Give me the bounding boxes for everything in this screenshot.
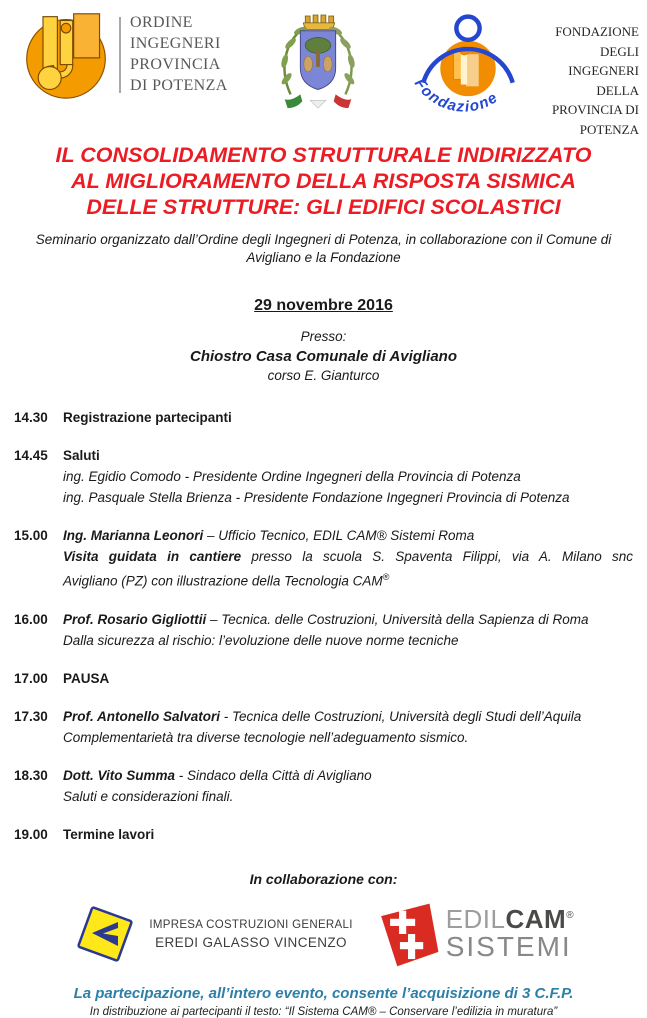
title-line-3: DELLE STRUTTURE: GLI EDIFICI SCOLASTICI (86, 195, 561, 219)
schedule-item (14, 609, 633, 651)
schedule-title: PAUSA (63, 670, 110, 686)
edilcam-logo (375, 900, 574, 968)
schedule-time: 17.00 (14, 670, 48, 686)
galasso-logo-icon (73, 902, 137, 966)
ordine-line: ORDINE (130, 14, 193, 32)
fondazione-line: POTENZA (579, 121, 639, 137)
schedule (0, 407, 647, 845)
schedule-title: Registrazione partecipanti (63, 410, 232, 425)
detail-lead: Visita guidata in cantiere (63, 549, 242, 564)
ordine-logo-icon (20, 8, 112, 102)
event-info (0, 297, 647, 383)
schedule-item (14, 706, 633, 748)
seminar-title (0, 142, 647, 220)
ordine-line: DI POTENZA (130, 76, 228, 94)
event-date: 29 novembre 2016 (254, 297, 393, 314)
edilcam-sistemi: SISTEMI (445, 930, 572, 962)
schedule-time: 19.00 (14, 826, 48, 842)
schedule-time: 17.30 (14, 708, 48, 724)
schedule-time: 14.30 (14, 410, 48, 425)
schedule-item (14, 407, 633, 428)
speaker-role: – Tecnica. delle Costruzioni, Università della Sapienza di Roma (206, 611, 589, 627)
detail-rest: presso la scuola S. Spaventa Filippi, via A. Milano snc (241, 549, 633, 564)
title-line-2: AL MIGLIORAMENTO DELLA RISPOSTA SISMICA (71, 169, 576, 193)
seminar-subtitle: Seminario organizzato dall’Ordine degli Ingegneri di Potenza, in collaborazione con il Comune di Avigliano e la Fondazione (35, 232, 612, 265)
edilcam-logo-icon (375, 900, 441, 968)
speaker-name: Prof. Antonello Salvatori (63, 708, 221, 724)
schedule-speaker-line (63, 706, 633, 727)
schedule-time: 14.45 (14, 448, 48, 463)
schedule-detail: Saluti e considerazioni finali. (63, 788, 234, 804)
schedule-title: Saluti (63, 448, 100, 463)
title-line-1: IL CONSOLIDAMENTO STRUTTURALE INDIRIZZATO (55, 143, 592, 167)
schedule-time: 16.00 (14, 611, 48, 627)
speaker-name: Dott. Vito Summa (63, 767, 176, 783)
registered-mark: ® (382, 572, 390, 582)
collab-heading: In collaborazione con: (249, 870, 398, 887)
schedule-detail: ing. Egidio Comodo - Presidente Ordine Ingegneri della Provincia di Potenza (63, 469, 521, 484)
edilcam-wordmark (445, 903, 574, 962)
collab-logos (0, 893, 647, 975)
event-venue: Chiostro Casa Comunale di Avigliano (190, 348, 457, 365)
speaker-name: Prof. Rosario Gigliottii (63, 611, 207, 627)
galasso-line: EREDI GALASSO VINCENZO (155, 934, 347, 950)
schedule-item (14, 824, 633, 845)
event-address: corso E. Gianturco (267, 368, 380, 383)
ordine-line: PROVINCIA (130, 56, 221, 73)
ordine-logo-text (130, 13, 228, 96)
ordine-logo (20, 8, 228, 102)
event-presso-label: Presso: (300, 329, 347, 344)
fondazione-curved-label: Fondazione (410, 75, 502, 116)
schedule-item (14, 525, 633, 592)
fondazione-logo-icon (409, 8, 527, 120)
schedule-speaker-line (63, 765, 633, 786)
fondazione-line: FONDAZIONE DEGLI (555, 24, 639, 59)
distribution-notice: In distribuzione ai partecipanti il testo: “Il Sistema CAM® – Conservare l’edilizia in muratura” (89, 1005, 558, 1018)
speaker-role: - Sindaco della Città di Avigliano (175, 767, 372, 783)
schedule-time: 15.00 (14, 528, 48, 543)
schedule-speaker-line (63, 525, 633, 546)
fondazione-line: INGEGNERI DELLA (568, 63, 639, 98)
galasso-logo-text (149, 917, 352, 950)
speaker-role: – Ufficio Tecnico, EDIL CAM® Sistemi Roma (203, 528, 475, 543)
galasso-line: IMPRESA COSTRUZIONI GENERALI (149, 919, 353, 932)
schedule-time: 18.30 (14, 767, 48, 783)
schedule-item (14, 765, 633, 807)
speaker-role: - Tecnica delle Costruzioni, Università degli Studi dell’Aquila (220, 708, 582, 724)
cfp-notice: La partecipazione, all’intero evento, consente l’acquisizione di 3 C.F.P. (73, 984, 574, 1002)
edilcam-cam: CAM (505, 903, 567, 934)
header-logos (0, 0, 647, 137)
schedule-detail: ing. Pasquale Stella Brienza - Presidente Fondazione Ingegneri Provincia di Potenza (63, 490, 570, 505)
avigliano-coat-of-arms-icon (269, 10, 367, 120)
schedule-detail (63, 546, 633, 567)
schedule-detail: Complementarietà tra diverse tecnologie nell’adeguamento sismico. (63, 729, 469, 745)
speaker-name: Ing. Marianna Leonori (63, 528, 204, 543)
fondazione-logo-text (527, 22, 639, 139)
galasso-logo (73, 902, 352, 966)
schedule-speaker-line (63, 609, 633, 630)
schedule-item (14, 668, 633, 689)
schedule-detail: Avigliano (PZ) con illustrazione della Tecnologia CAM® (63, 572, 390, 589)
schedule-detail: Dalla sicurezza al rischio: l’evoluzione delle nuove norme tecniche (63, 632, 459, 648)
edilcam-edil: EDIL (445, 903, 506, 934)
logo-divider (119, 17, 121, 93)
schedule-title: Termine lavori (63, 826, 155, 842)
fondazione-line: PROVINCIA DI (551, 102, 639, 117)
schedule-item (14, 445, 633, 508)
fondazione-logo (409, 8, 639, 139)
ordine-line: INGEGNERI (130, 35, 221, 53)
registered-mark: ® (566, 909, 574, 921)
